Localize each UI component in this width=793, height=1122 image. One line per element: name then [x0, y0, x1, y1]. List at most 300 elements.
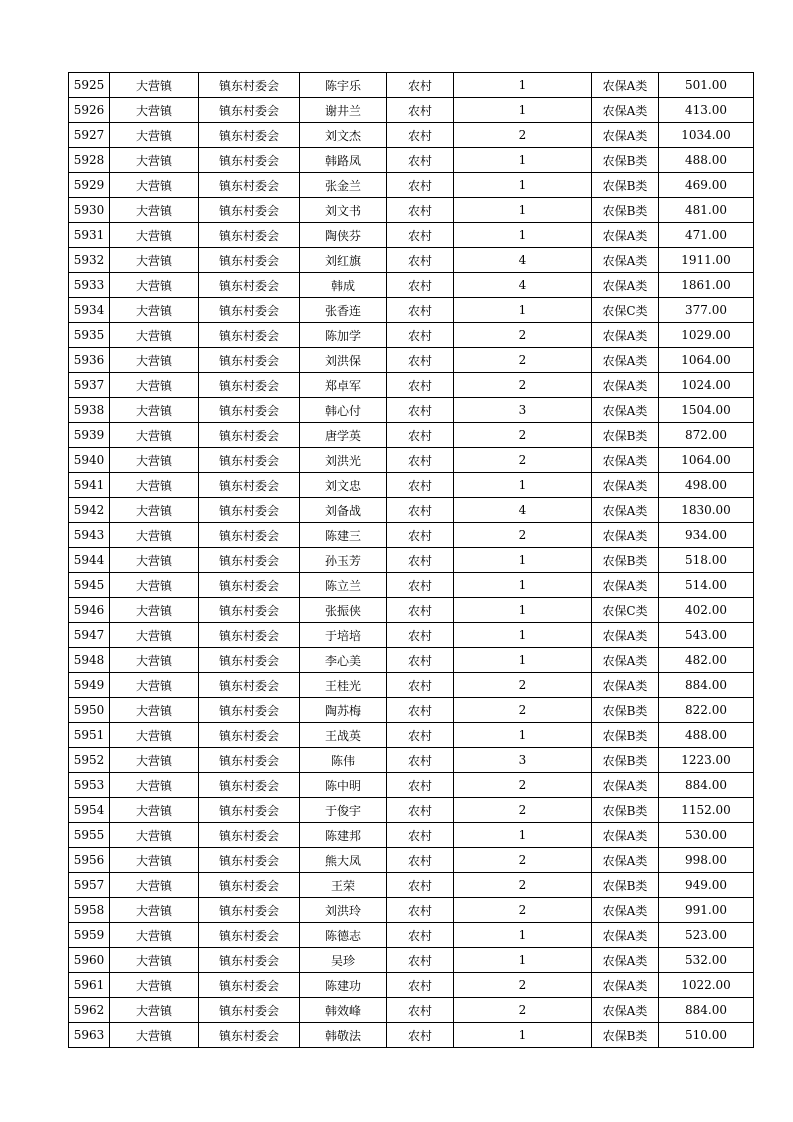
cell-id: 5929 [69, 173, 110, 198]
table-row [69, 248, 754, 273]
cell-amount: 543.00 [659, 623, 754, 648]
cell-area: 农村 [387, 273, 454, 298]
cell-amount: 884.00 [659, 773, 754, 798]
cell-village: 镇东村委会 [199, 198, 300, 223]
cell-name: 刘文书 [300, 198, 387, 223]
table-row [69, 573, 754, 598]
cell-amount: 991.00 [659, 898, 754, 923]
cell-name: 陶侠芬 [300, 223, 387, 248]
table-row [69, 198, 754, 223]
table-row [69, 498, 754, 523]
table-row [69, 398, 754, 423]
cell-id: 5931 [69, 223, 110, 248]
cell-village: 镇东村委会 [199, 123, 300, 148]
cell-town: 大营镇 [110, 448, 199, 473]
cell-count: 4 [454, 498, 592, 523]
cell-village: 镇东村委会 [199, 498, 300, 523]
cell-amount: 1024.00 [659, 373, 754, 398]
cell-count: 1 [454, 98, 592, 123]
cell-name: 韩成 [300, 273, 387, 298]
cell-category: 农保A类 [592, 623, 659, 648]
cell-village: 镇东村委会 [199, 823, 300, 848]
table-row [69, 223, 754, 248]
cell-category: 农保A类 [592, 523, 659, 548]
cell-village: 镇东村委会 [199, 323, 300, 348]
cell-id: 5951 [69, 723, 110, 748]
cell-category: 农保A类 [592, 898, 659, 923]
cell-category: 农保A类 [592, 498, 659, 523]
cell-town: 大营镇 [110, 648, 199, 673]
cell-count: 1 [454, 1023, 592, 1048]
cell-name: 陈伟 [300, 748, 387, 773]
table-row [69, 948, 754, 973]
cell-area: 农村 [387, 148, 454, 173]
cell-id: 5963 [69, 1023, 110, 1048]
cell-name: 王战英 [300, 723, 387, 748]
cell-village: 镇东村委会 [199, 873, 300, 898]
cell-count: 2 [454, 873, 592, 898]
cell-amount: 498.00 [659, 473, 754, 498]
cell-count: 1 [454, 923, 592, 948]
cell-category: 农保B类 [592, 698, 659, 723]
cell-amount: 488.00 [659, 723, 754, 748]
cell-count: 1 [454, 648, 592, 673]
cell-village: 镇东村委会 [199, 673, 300, 698]
cell-area: 农村 [387, 373, 454, 398]
table-row [69, 773, 754, 798]
cell-count: 1 [454, 198, 592, 223]
cell-village: 镇东村委会 [199, 798, 300, 823]
cell-id: 5926 [69, 98, 110, 123]
table-row [69, 623, 754, 648]
cell-village: 镇东村委会 [199, 923, 300, 948]
cell-amount: 523.00 [659, 923, 754, 948]
cell-category: 农保B类 [592, 148, 659, 173]
cell-id: 5961 [69, 973, 110, 998]
cell-village: 镇东村委会 [199, 173, 300, 198]
cell-count: 1 [454, 573, 592, 598]
cell-town: 大营镇 [110, 523, 199, 548]
cell-name: 于俊宇 [300, 798, 387, 823]
cell-category: 农保A类 [592, 323, 659, 348]
cell-village: 镇东村委会 [199, 848, 300, 873]
cell-town: 大营镇 [110, 548, 199, 573]
cell-id: 5946 [69, 598, 110, 623]
cell-area: 农村 [387, 773, 454, 798]
cell-town: 大营镇 [110, 973, 199, 998]
cell-id: 5942 [69, 498, 110, 523]
table-row [69, 1023, 754, 1048]
cell-area: 农村 [387, 973, 454, 998]
cell-amount: 514.00 [659, 573, 754, 598]
table-row [69, 373, 754, 398]
table-row [69, 748, 754, 773]
cell-town: 大营镇 [110, 748, 199, 773]
cell-amount: 1034.00 [659, 123, 754, 148]
cell-area: 农村 [387, 948, 454, 973]
cell-id: 5950 [69, 698, 110, 723]
table-row [69, 723, 754, 748]
cell-amount: 481.00 [659, 198, 754, 223]
cell-amount: 501.00 [659, 73, 754, 98]
cell-amount: 1152.00 [659, 798, 754, 823]
cell-category: 农保B类 [592, 423, 659, 448]
cell-area: 农村 [387, 798, 454, 823]
cell-category: 农保A类 [592, 73, 659, 98]
cell-town: 大营镇 [110, 673, 199, 698]
cell-id: 5941 [69, 473, 110, 498]
cell-id: 5953 [69, 773, 110, 798]
table-row [69, 448, 754, 473]
cell-town: 大营镇 [110, 698, 199, 723]
cell-town: 大营镇 [110, 323, 199, 348]
cell-name: 陈中明 [300, 773, 387, 798]
table-row [69, 923, 754, 948]
cell-village: 镇东村委会 [199, 473, 300, 498]
cell-area: 农村 [387, 473, 454, 498]
cell-count: 1 [454, 223, 592, 248]
cell-count: 2 [454, 373, 592, 398]
cell-amount: 402.00 [659, 598, 754, 623]
cell-village: 镇东村委会 [199, 148, 300, 173]
table-row [69, 823, 754, 848]
cell-category: 农保A类 [592, 273, 659, 298]
cell-area: 农村 [387, 1023, 454, 1048]
cell-village: 镇东村委会 [199, 998, 300, 1023]
cell-category: 农保B类 [592, 1023, 659, 1048]
cell-count: 1 [454, 723, 592, 748]
cell-town: 大营镇 [110, 123, 199, 148]
cell-amount: 1861.00 [659, 273, 754, 298]
table-row [69, 973, 754, 998]
cell-name: 韩心付 [300, 398, 387, 423]
cell-id: 5933 [69, 273, 110, 298]
cell-category: 农保B类 [592, 798, 659, 823]
cell-id: 5962 [69, 998, 110, 1023]
cell-id: 5936 [69, 348, 110, 373]
cell-category: 农保B类 [592, 723, 659, 748]
cell-area: 农村 [387, 823, 454, 848]
cell-name: 韩敬法 [300, 1023, 387, 1048]
table-row [69, 523, 754, 548]
cell-id: 5952 [69, 748, 110, 773]
cell-id: 5947 [69, 623, 110, 648]
cell-category: 农保A类 [592, 448, 659, 473]
cell-village: 镇东村委会 [199, 348, 300, 373]
table-row [69, 598, 754, 623]
table-row [69, 873, 754, 898]
cell-area: 农村 [387, 748, 454, 773]
cell-village: 镇东村委会 [199, 1023, 300, 1048]
cell-name: 谢井兰 [300, 98, 387, 123]
cell-category: 农保A类 [592, 648, 659, 673]
table-row [69, 298, 754, 323]
cell-area: 农村 [387, 673, 454, 698]
cell-name: 韩效峰 [300, 998, 387, 1023]
cell-amount: 482.00 [659, 648, 754, 673]
cell-town: 大营镇 [110, 848, 199, 873]
cell-count: 2 [454, 448, 592, 473]
cell-village: 镇东村委会 [199, 623, 300, 648]
cell-count: 1 [454, 598, 592, 623]
cell-amount: 1504.00 [659, 398, 754, 423]
cell-amount: 884.00 [659, 998, 754, 1023]
cell-village: 镇东村委会 [199, 648, 300, 673]
cell-town: 大营镇 [110, 1023, 199, 1048]
cell-count: 3 [454, 748, 592, 773]
cell-amount: 1830.00 [659, 498, 754, 523]
cell-name: 张振侠 [300, 598, 387, 623]
cell-town: 大营镇 [110, 948, 199, 973]
cell-town: 大营镇 [110, 298, 199, 323]
cell-id: 5939 [69, 423, 110, 448]
cell-area: 农村 [387, 323, 454, 348]
cell-category: 农保A类 [592, 223, 659, 248]
cell-category: 农保A类 [592, 248, 659, 273]
cell-village: 镇东村委会 [199, 723, 300, 748]
cell-amount: 377.00 [659, 298, 754, 323]
cell-category: 农保B类 [592, 198, 659, 223]
cell-area: 农村 [387, 848, 454, 873]
cell-name: 陈建功 [300, 973, 387, 998]
cell-category: 农保A类 [592, 123, 659, 148]
cell-count: 2 [454, 773, 592, 798]
cell-category: 农保A类 [592, 373, 659, 398]
cell-name: 陈德志 [300, 923, 387, 948]
cell-name: 吴珍 [300, 948, 387, 973]
cell-count: 2 [454, 423, 592, 448]
cell-town: 大营镇 [110, 348, 199, 373]
cell-town: 大营镇 [110, 923, 199, 948]
cell-amount: 471.00 [659, 223, 754, 248]
cell-village: 镇东村委会 [199, 223, 300, 248]
cell-village: 镇东村委会 [199, 698, 300, 723]
cell-id: 5927 [69, 123, 110, 148]
cell-amount: 998.00 [659, 848, 754, 873]
table-row [69, 548, 754, 573]
cell-id: 5944 [69, 548, 110, 573]
cell-village: 镇东村委会 [199, 948, 300, 973]
cell-town: 大营镇 [110, 423, 199, 448]
cell-category: 农保A类 [592, 773, 659, 798]
cell-town: 大营镇 [110, 598, 199, 623]
cell-count: 1 [454, 823, 592, 848]
table-body [69, 73, 754, 1048]
cell-name: 王荣 [300, 873, 387, 898]
cell-count: 1 [454, 623, 592, 648]
cell-category: 农保A类 [592, 923, 659, 948]
cell-category: 农保A类 [592, 473, 659, 498]
cell-name: 韩路凤 [300, 148, 387, 173]
cell-id: 5932 [69, 248, 110, 273]
cell-area: 农村 [387, 623, 454, 648]
cell-count: 4 [454, 273, 592, 298]
cell-area: 农村 [387, 598, 454, 623]
table-row [69, 698, 754, 723]
cell-amount: 1223.00 [659, 748, 754, 773]
cell-category: 农保B类 [592, 873, 659, 898]
cell-id: 5938 [69, 398, 110, 423]
cell-category: 农保A类 [592, 948, 659, 973]
cell-town: 大营镇 [110, 173, 199, 198]
cell-count: 2 [454, 123, 592, 148]
cell-area: 农村 [387, 648, 454, 673]
cell-count: 1 [454, 298, 592, 323]
cell-town: 大营镇 [110, 573, 199, 598]
cell-count: 2 [454, 348, 592, 373]
cell-name: 李心美 [300, 648, 387, 673]
cell-name: 陶苏梅 [300, 698, 387, 723]
cell-village: 镇东村委会 [199, 523, 300, 548]
cell-id: 5937 [69, 373, 110, 398]
cell-name: 刘洪光 [300, 448, 387, 473]
cell-category: 农保A类 [592, 998, 659, 1023]
cell-town: 大营镇 [110, 798, 199, 823]
cell-category: 农保A类 [592, 823, 659, 848]
cell-village: 镇东村委会 [199, 298, 300, 323]
cell-town: 大营镇 [110, 398, 199, 423]
cell-id: 5935 [69, 323, 110, 348]
cell-id: 5945 [69, 573, 110, 598]
table-row [69, 648, 754, 673]
cell-count: 1 [454, 473, 592, 498]
table-row [69, 998, 754, 1023]
cell-village: 镇东村委会 [199, 373, 300, 398]
cell-village: 镇东村委会 [199, 98, 300, 123]
cell-area: 农村 [387, 423, 454, 448]
cell-id: 5925 [69, 73, 110, 98]
table-row [69, 98, 754, 123]
table-row [69, 348, 754, 373]
cell-amount: 1064.00 [659, 448, 754, 473]
cell-id: 5930 [69, 198, 110, 223]
cell-name: 郑卓军 [300, 373, 387, 398]
cell-count: 2 [454, 523, 592, 548]
cell-category: 农保A类 [592, 848, 659, 873]
cell-area: 农村 [387, 548, 454, 573]
cell-area: 农村 [387, 398, 454, 423]
cell-area: 农村 [387, 498, 454, 523]
cell-category: 农保C类 [592, 598, 659, 623]
cell-category: 农保C类 [592, 298, 659, 323]
cell-village: 镇东村委会 [199, 423, 300, 448]
cell-town: 大营镇 [110, 223, 199, 248]
cell-name: 王桂光 [300, 673, 387, 698]
cell-amount: 488.00 [659, 148, 754, 173]
cell-id: 5956 [69, 848, 110, 873]
cell-amount: 1911.00 [659, 248, 754, 273]
cell-area: 农村 [387, 248, 454, 273]
table-row [69, 323, 754, 348]
cell-id: 5960 [69, 948, 110, 973]
cell-village: 镇东村委会 [199, 973, 300, 998]
cell-village: 镇东村委会 [199, 398, 300, 423]
table-row [69, 123, 754, 148]
cell-name: 陈立兰 [300, 573, 387, 598]
cell-amount: 934.00 [659, 523, 754, 548]
cell-village: 镇东村委会 [199, 598, 300, 623]
cell-category: 农保A类 [592, 973, 659, 998]
cell-amount: 872.00 [659, 423, 754, 448]
cell-name: 刘洪玲 [300, 898, 387, 923]
cell-village: 镇东村委会 [199, 748, 300, 773]
cell-area: 农村 [387, 998, 454, 1023]
cell-town: 大营镇 [110, 823, 199, 848]
cell-name: 陈建三 [300, 523, 387, 548]
cell-town: 大营镇 [110, 98, 199, 123]
cell-id: 5928 [69, 148, 110, 173]
cell-id: 5948 [69, 648, 110, 673]
cell-name: 刘文忠 [300, 473, 387, 498]
cell-id: 5954 [69, 798, 110, 823]
cell-name: 张香连 [300, 298, 387, 323]
cell-count: 2 [454, 323, 592, 348]
cell-name: 刘红旗 [300, 248, 387, 273]
cell-area: 农村 [387, 198, 454, 223]
cell-id: 5940 [69, 448, 110, 473]
cell-count: 2 [454, 698, 592, 723]
cell-count: 2 [454, 848, 592, 873]
cell-area: 农村 [387, 98, 454, 123]
table-row [69, 73, 754, 98]
table-row [69, 173, 754, 198]
cell-category: 农保B类 [592, 748, 659, 773]
cell-area: 农村 [387, 898, 454, 923]
cell-amount: 469.00 [659, 173, 754, 198]
cell-town: 大营镇 [110, 998, 199, 1023]
cell-village: 镇东村委会 [199, 573, 300, 598]
cell-town: 大营镇 [110, 623, 199, 648]
cell-area: 农村 [387, 923, 454, 948]
cell-category: 农保B类 [592, 173, 659, 198]
cell-village: 镇东村委会 [199, 448, 300, 473]
cell-category: 农保A类 [592, 573, 659, 598]
cell-count: 1 [454, 173, 592, 198]
cell-name: 孙玉芳 [300, 548, 387, 573]
cell-id: 5959 [69, 923, 110, 948]
cell-name: 刘文杰 [300, 123, 387, 148]
cell-count: 1 [454, 948, 592, 973]
cell-id: 5949 [69, 673, 110, 698]
cell-town: 大营镇 [110, 198, 199, 223]
cell-name: 陈建邦 [300, 823, 387, 848]
cell-name: 于培培 [300, 623, 387, 648]
table-row [69, 148, 754, 173]
table-row [69, 423, 754, 448]
cell-town: 大营镇 [110, 498, 199, 523]
cell-area: 农村 [387, 223, 454, 248]
cell-category: 农保A类 [592, 398, 659, 423]
cell-area: 农村 [387, 723, 454, 748]
cell-id: 5943 [69, 523, 110, 548]
cell-count: 2 [454, 973, 592, 998]
cell-name: 刘备战 [300, 498, 387, 523]
cell-count: 1 [454, 148, 592, 173]
cell-amount: 510.00 [659, 1023, 754, 1048]
cell-amount: 413.00 [659, 98, 754, 123]
cell-area: 农村 [387, 448, 454, 473]
cell-town: 大营镇 [110, 148, 199, 173]
cell-name: 刘洪保 [300, 348, 387, 373]
cell-town: 大营镇 [110, 873, 199, 898]
cell-amount: 884.00 [659, 673, 754, 698]
table-row [69, 673, 754, 698]
cell-area: 农村 [387, 698, 454, 723]
cell-area: 农村 [387, 348, 454, 373]
table-row [69, 798, 754, 823]
cell-village: 镇东村委会 [199, 273, 300, 298]
data-table [68, 72, 754, 1048]
